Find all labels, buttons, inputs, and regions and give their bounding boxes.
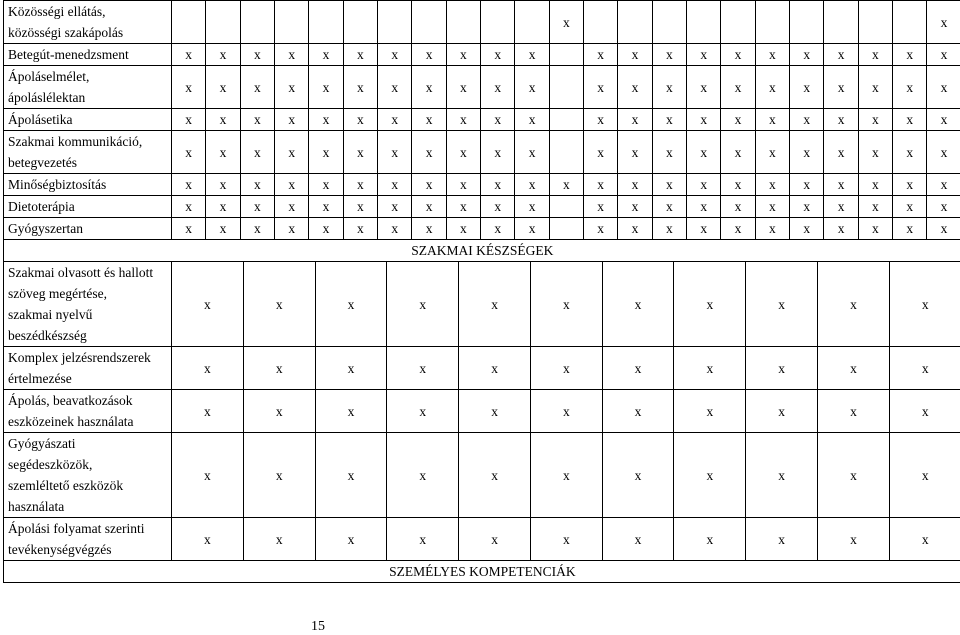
mark-cell: x — [309, 44, 343, 66]
mark-cell: x — [790, 44, 824, 66]
row-label-line: Ápolási folyamat szerinti — [8, 521, 145, 536]
mark-cell: x — [240, 66, 274, 109]
row-label-line: Dietoterápia — [8, 199, 75, 214]
mark-cell — [481, 1, 515, 44]
mark-cell: x — [343, 174, 377, 196]
mark-cell: x — [824, 174, 858, 196]
mark-cell: x — [387, 518, 459, 561]
mark-cell — [584, 1, 618, 44]
mark-cell: x — [790, 218, 824, 240]
mark-cell: x — [530, 347, 602, 390]
mark-cell: x — [755, 174, 789, 196]
mark-cell: x — [618, 44, 652, 66]
mark-cell: x — [515, 66, 549, 109]
mark-cell: x — [275, 44, 309, 66]
mark-cell: x — [721, 109, 755, 131]
mark-cell: x — [515, 131, 549, 174]
row-label-line: használata — [8, 499, 65, 514]
mark-cell: x — [674, 347, 746, 390]
row-label-line: értelmezése — [8, 371, 72, 386]
mark-cell: x — [172, 66, 206, 109]
mark-cell: x — [858, 44, 892, 66]
mark-cell: x — [858, 196, 892, 218]
mark-cell: x — [602, 347, 674, 390]
mark-cell — [858, 1, 892, 44]
mark-cell: x — [818, 390, 890, 433]
table-row — [4, 347, 960, 390]
mark-cell: x — [674, 433, 746, 518]
mark-cell: x — [618, 196, 652, 218]
mark-cell: x — [755, 218, 789, 240]
table-row — [4, 433, 960, 518]
mark-cell: x — [387, 390, 459, 433]
row-label-line: Betegút-menedzsment — [8, 47, 129, 62]
mark-cell: x — [240, 196, 274, 218]
mark-cell: x — [927, 174, 960, 196]
mark-cell: x — [446, 66, 480, 109]
mark-cell — [343, 1, 377, 44]
row-label — [4, 390, 172, 433]
mark-cell: x — [315, 518, 387, 561]
mark-cell: x — [481, 131, 515, 174]
mark-cell: x — [172, 131, 206, 174]
mark-cell: x — [275, 174, 309, 196]
mark-cell: x — [602, 518, 674, 561]
mark-cell: x — [858, 109, 892, 131]
mark-cell: x — [927, 109, 960, 131]
mark-cell: x — [584, 44, 618, 66]
mark-cell: x — [790, 109, 824, 131]
mark-cell: x — [240, 174, 274, 196]
mark-cell — [893, 1, 927, 44]
mark-cell: x — [343, 131, 377, 174]
mark-cell: x — [652, 109, 686, 131]
mark-cell: x — [315, 262, 387, 347]
mark-cell: x — [481, 66, 515, 109]
mark-cell: x — [459, 347, 531, 390]
mark-cell: x — [309, 66, 343, 109]
mark-cell: x — [309, 174, 343, 196]
mark-cell: x — [755, 109, 789, 131]
mark-cell: x — [387, 262, 459, 347]
mark-cell: x — [275, 131, 309, 174]
mark-cell: x — [584, 109, 618, 131]
mark-cell: x — [172, 196, 206, 218]
mark-cell: x — [927, 44, 960, 66]
mark-cell: x — [515, 218, 549, 240]
mark-cell — [618, 1, 652, 44]
mark-cell: x — [515, 109, 549, 131]
mark-cell: x — [721, 131, 755, 174]
mark-cell: x — [755, 66, 789, 109]
mark-cell: x — [584, 196, 618, 218]
mark-cell: x — [652, 174, 686, 196]
mark-cell — [549, 218, 583, 240]
mark-cell: x — [515, 44, 549, 66]
mark-cell: x — [818, 518, 890, 561]
mark-cell: x — [206, 131, 240, 174]
mark-cell: x — [412, 196, 446, 218]
mark-cell — [412, 1, 446, 44]
table-row — [4, 196, 960, 218]
mark-cell: x — [412, 218, 446, 240]
row-label — [4, 1, 172, 44]
mark-cell: x — [652, 44, 686, 66]
mark-cell — [549, 131, 583, 174]
mark-cell: x — [275, 196, 309, 218]
mark-cell: x — [275, 66, 309, 109]
row-label-line: beszédkészség — [8, 328, 87, 343]
mark-cell — [790, 1, 824, 44]
mark-cell: x — [172, 109, 206, 131]
table-row — [4, 390, 960, 433]
mark-cell: x — [172, 218, 206, 240]
mark-cell: x — [459, 518, 531, 561]
mark-cell: x — [343, 196, 377, 218]
mark-cell: x — [378, 218, 412, 240]
row-label-line: szakmai nyelvű — [8, 307, 93, 322]
mark-cell: x — [746, 518, 818, 561]
mark-cell: x — [240, 109, 274, 131]
mark-cell: x — [824, 196, 858, 218]
mark-cell: x — [412, 44, 446, 66]
mark-cell: x — [243, 433, 315, 518]
table-row — [4, 1, 960, 44]
mark-cell: x — [309, 109, 343, 131]
mark-cell: x — [343, 66, 377, 109]
mark-cell: x — [446, 174, 480, 196]
mark-cell: x — [790, 174, 824, 196]
mark-cell: x — [378, 66, 412, 109]
mark-cell — [824, 1, 858, 44]
mark-cell: x — [446, 131, 480, 174]
mark-cell: x — [687, 218, 721, 240]
mark-cell: x — [687, 196, 721, 218]
mark-cell: x — [687, 131, 721, 174]
mark-cell: x — [687, 109, 721, 131]
row-label-line: Gyógyászati — [8, 436, 76, 451]
mark-cell: x — [412, 109, 446, 131]
mark-cell: x — [893, 218, 927, 240]
mark-cell: x — [309, 218, 343, 240]
mark-cell — [549, 66, 583, 109]
mark-cell — [172, 1, 206, 44]
mark-cell: x — [206, 196, 240, 218]
mark-cell: x — [687, 44, 721, 66]
mark-cell — [275, 1, 309, 44]
mark-cell: x — [755, 196, 789, 218]
mark-cell: x — [618, 174, 652, 196]
mark-cell: x — [652, 66, 686, 109]
mark-cell: x — [858, 174, 892, 196]
mark-cell — [515, 1, 549, 44]
mark-cell — [206, 1, 240, 44]
mark-cell: x — [893, 196, 927, 218]
mark-cell: x — [172, 44, 206, 66]
mark-cell: x — [721, 196, 755, 218]
row-label — [4, 174, 172, 196]
row-label-line: Ápoláselmélet, — [8, 69, 90, 84]
mark-cell: x — [687, 174, 721, 196]
mark-cell: x — [602, 433, 674, 518]
mark-cell: x — [824, 131, 858, 174]
mark-cell: x — [824, 66, 858, 109]
mark-cell: x — [206, 109, 240, 131]
mark-cell: x — [481, 109, 515, 131]
row-label-line: Komplex jelzésrendszerek — [8, 350, 151, 365]
row-label-line: Ápolás, beavatkozások — [8, 393, 133, 408]
mark-cell: x — [652, 131, 686, 174]
row-label-line: Gyógyszertan — [8, 221, 83, 236]
row-label — [4, 196, 172, 218]
mark-cell: x — [172, 347, 244, 390]
row-label — [4, 347, 172, 390]
mark-cell — [309, 1, 343, 44]
section-heading: SZAKMAI KÉSZSÉGEK — [4, 240, 960, 262]
mark-cell: x — [172, 433, 244, 518]
mark-cell: x — [243, 518, 315, 561]
mark-cell: x — [315, 347, 387, 390]
mark-cell: x — [602, 262, 674, 347]
mark-cell: x — [584, 131, 618, 174]
mark-cell: x — [889, 518, 960, 561]
mark-cell: x — [530, 390, 602, 433]
mark-cell: x — [618, 131, 652, 174]
row-label-line: Közösségi ellátás, — [8, 4, 106, 19]
mark-cell: x — [240, 131, 274, 174]
table-row — [4, 66, 960, 109]
row-label — [4, 109, 172, 131]
mark-cell: x — [243, 262, 315, 347]
mark-cell: x — [343, 44, 377, 66]
mark-cell: x — [584, 66, 618, 109]
section-heading: SZEMÉLYES KOMPETENCIÁK — [4, 561, 960, 583]
mark-cell: x — [618, 218, 652, 240]
mark-cell: x — [481, 44, 515, 66]
mark-cell: x — [721, 174, 755, 196]
mark-cell: x — [412, 131, 446, 174]
mark-cell — [240, 1, 274, 44]
mark-cell: x — [927, 1, 960, 44]
mark-cell: x — [172, 174, 206, 196]
mark-cell: x — [721, 44, 755, 66]
row-label-line: segédeszközök, — [8, 457, 93, 472]
page-number: 15 — [311, 619, 325, 634]
mark-cell: x — [893, 131, 927, 174]
table-row — [4, 109, 960, 131]
row-label — [4, 218, 172, 240]
mark-cell — [549, 196, 583, 218]
mark-cell: x — [889, 347, 960, 390]
mark-cell: x — [343, 109, 377, 131]
table-row — [4, 174, 960, 196]
row-label-line: eszközeinek használata — [8, 414, 134, 429]
mark-cell: x — [240, 44, 274, 66]
row-label — [4, 131, 172, 174]
mark-cell: x — [889, 262, 960, 347]
row-label-line: közösségi szakápolás — [8, 25, 124, 40]
row-label-line: Minőségbiztosítás — [8, 177, 107, 192]
mark-cell: x — [481, 174, 515, 196]
mark-cell: x — [721, 218, 755, 240]
mark-cell: x — [378, 174, 412, 196]
mark-cell: x — [858, 66, 892, 109]
row-label-line: Szakmai olvasott és hallott — [8, 265, 154, 280]
mark-cell: x — [652, 196, 686, 218]
mark-cell: x — [824, 218, 858, 240]
mark-cell: x — [378, 109, 412, 131]
mark-cell: x — [618, 109, 652, 131]
mark-cell: x — [378, 196, 412, 218]
mark-cell: x — [927, 218, 960, 240]
mark-cell: x — [172, 518, 244, 561]
mark-cell — [687, 1, 721, 44]
table-row — [4, 262, 960, 347]
mark-cell: x — [446, 44, 480, 66]
mark-cell: x — [818, 347, 890, 390]
mark-cell: x — [481, 196, 515, 218]
mark-cell: x — [790, 131, 824, 174]
mark-cell: x — [927, 196, 960, 218]
mark-cell: x — [387, 347, 459, 390]
mark-cell: x — [790, 196, 824, 218]
mark-cell: x — [549, 1, 583, 44]
mark-cell: x — [243, 390, 315, 433]
mark-cell: x — [674, 518, 746, 561]
mark-cell: x — [674, 262, 746, 347]
mark-cell: x — [206, 44, 240, 66]
mark-cell: x — [459, 433, 531, 518]
mark-cell: x — [927, 131, 960, 174]
row-label-line: ápoláslélektan — [8, 90, 86, 105]
mark-cell: x — [515, 174, 549, 196]
mark-cell: x — [602, 390, 674, 433]
mark-cell: x — [584, 174, 618, 196]
mark-cell: x — [515, 196, 549, 218]
mark-cell: x — [243, 347, 315, 390]
mark-cell: x — [746, 262, 818, 347]
mark-cell — [755, 1, 789, 44]
row-label-line: tevékenységvégzés — [8, 542, 112, 557]
row-label — [4, 44, 172, 66]
mark-cell — [721, 1, 755, 44]
mark-cell: x — [652, 218, 686, 240]
mark-cell: x — [530, 518, 602, 561]
mark-cell: x — [530, 262, 602, 347]
mark-cell: x — [927, 66, 960, 109]
mark-cell: x — [893, 174, 927, 196]
mark-cell: x — [790, 66, 824, 109]
mark-cell: x — [206, 66, 240, 109]
mark-cell: x — [746, 347, 818, 390]
mark-cell: x — [674, 390, 746, 433]
mark-cell: x — [378, 131, 412, 174]
mark-cell: x — [412, 66, 446, 109]
mark-cell — [378, 1, 412, 44]
mark-cell: x — [889, 390, 960, 433]
mark-cell: x — [206, 174, 240, 196]
mark-cell: x — [618, 66, 652, 109]
mark-cell: x — [530, 433, 602, 518]
table-row — [4, 131, 960, 174]
mark-cell: x — [721, 66, 755, 109]
mark-cell — [652, 1, 686, 44]
mark-cell: x — [893, 109, 927, 131]
mark-cell: x — [824, 44, 858, 66]
row-label-line: Ápolásetika — [8, 112, 73, 127]
mark-cell — [446, 1, 480, 44]
mark-cell: x — [893, 44, 927, 66]
row-label — [4, 66, 172, 109]
row-label-line: betegvezetés — [8, 155, 77, 170]
mark-cell: x — [584, 218, 618, 240]
mark-cell: x — [858, 131, 892, 174]
row-label — [4, 518, 172, 561]
mark-cell: x — [309, 196, 343, 218]
mark-cell: x — [818, 433, 890, 518]
competency-matrix-table — [3, 0, 960, 583]
mark-cell: x — [315, 433, 387, 518]
row-label-line: Szakmai kommunikáció, — [8, 134, 143, 149]
mark-cell: x — [687, 66, 721, 109]
mark-cell: x — [240, 218, 274, 240]
mark-cell — [549, 109, 583, 131]
row-label — [4, 433, 172, 518]
mark-cell: x — [889, 433, 960, 518]
mark-cell: x — [459, 262, 531, 347]
mark-cell: x — [206, 218, 240, 240]
mark-cell — [549, 44, 583, 66]
mark-cell: x — [746, 390, 818, 433]
table-row — [4, 518, 960, 561]
mark-cell: x — [824, 109, 858, 131]
mark-cell: x — [459, 390, 531, 433]
mark-cell: x — [387, 433, 459, 518]
mark-cell: x — [172, 262, 244, 347]
mark-cell: x — [858, 218, 892, 240]
mark-cell: x — [446, 109, 480, 131]
mark-cell: x — [275, 109, 309, 131]
mark-cell: x — [343, 218, 377, 240]
mark-cell: x — [755, 131, 789, 174]
row-label — [4, 262, 172, 347]
mark-cell: x — [446, 196, 480, 218]
mark-cell: x — [309, 131, 343, 174]
mark-cell: x — [275, 218, 309, 240]
mark-cell: x — [818, 262, 890, 347]
mark-cell: x — [412, 174, 446, 196]
mark-cell: x — [549, 174, 583, 196]
mark-cell: x — [315, 390, 387, 433]
mark-cell: x — [378, 44, 412, 66]
mark-cell: x — [893, 66, 927, 109]
table-row — [4, 44, 960, 66]
mark-cell: x — [755, 44, 789, 66]
mark-cell: x — [481, 218, 515, 240]
mark-cell: x — [746, 433, 818, 518]
table-row — [4, 218, 960, 240]
row-label-line: szemléltető eszközök — [8, 478, 124, 493]
mark-cell: x — [446, 218, 480, 240]
mark-cell: x — [172, 390, 244, 433]
row-label-line: szöveg megértése, — [8, 286, 107, 301]
